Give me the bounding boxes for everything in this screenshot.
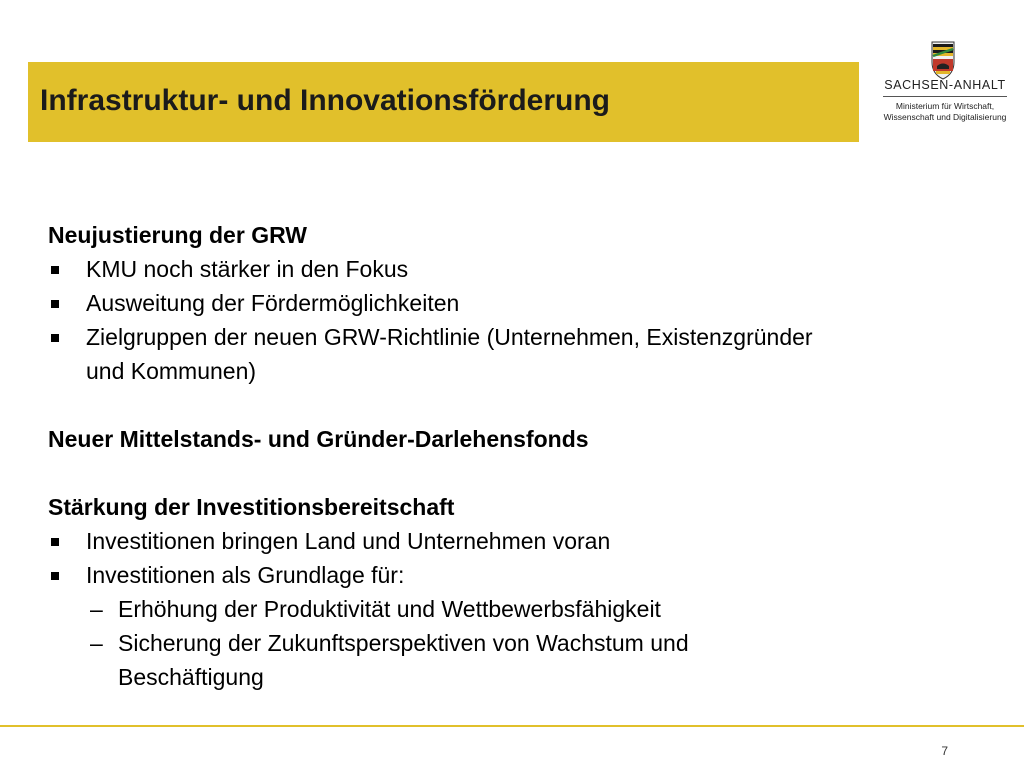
page-number: 7 xyxy=(941,744,948,758)
bullet-item: Investitionen bringen Land und Unternehmen voran xyxy=(48,524,948,558)
section-heading-investitionen: Stärkung der Investitionsbereitschaft xyxy=(48,494,455,520)
sub-bullet-item xyxy=(48,592,948,626)
ministry-line-2: Wissenschaft und Digitalisierung xyxy=(883,112,1007,122)
logo-divider xyxy=(883,96,1007,97)
dash-mark: – xyxy=(90,596,103,622)
sub-bullet-item xyxy=(48,626,838,694)
coat-of-arms-icon xyxy=(928,40,958,80)
ministry-name xyxy=(875,101,1015,123)
bullet-item: KMU noch stärker in den Fokus xyxy=(48,252,948,286)
sub-bullet-text: Erhöhung der Produktivität und Wettbewerbsfähigkeit xyxy=(118,596,661,622)
bullet-item: Zielgruppen der neuen GRW-Richtlinie (Unternehmen, Existenzgründer und Kommunen) xyxy=(48,320,846,388)
ministry-line-1: Ministerium für Wirtschaft, xyxy=(895,101,995,111)
ministry-logo xyxy=(875,40,1015,130)
slide-title: Infrastruktur- und Innovationsförderung xyxy=(40,84,610,117)
title-bar xyxy=(28,62,859,142)
spacer xyxy=(48,388,948,422)
sub-bullet-text: Sicherung der Zukunftsperspektiven von Wachstum und Beschäftigung xyxy=(118,630,689,690)
slide-content xyxy=(48,218,948,694)
section-heading-grw: Neujustierung der GRW xyxy=(48,222,307,248)
footer-divider xyxy=(0,725,1024,727)
dash-mark: – xyxy=(90,630,103,656)
spacer xyxy=(48,456,948,490)
section-heading-darlehensfonds: Neuer Mittelstands- und Gründer-Darlehensfonds xyxy=(48,426,589,452)
bullet-item: Ausweitung der Fördermöglichkeiten xyxy=(48,286,948,320)
state-name: SACHSEN-ANHALT xyxy=(884,78,1006,92)
bullet-item: Investitionen als Grundlage für: xyxy=(48,558,948,592)
